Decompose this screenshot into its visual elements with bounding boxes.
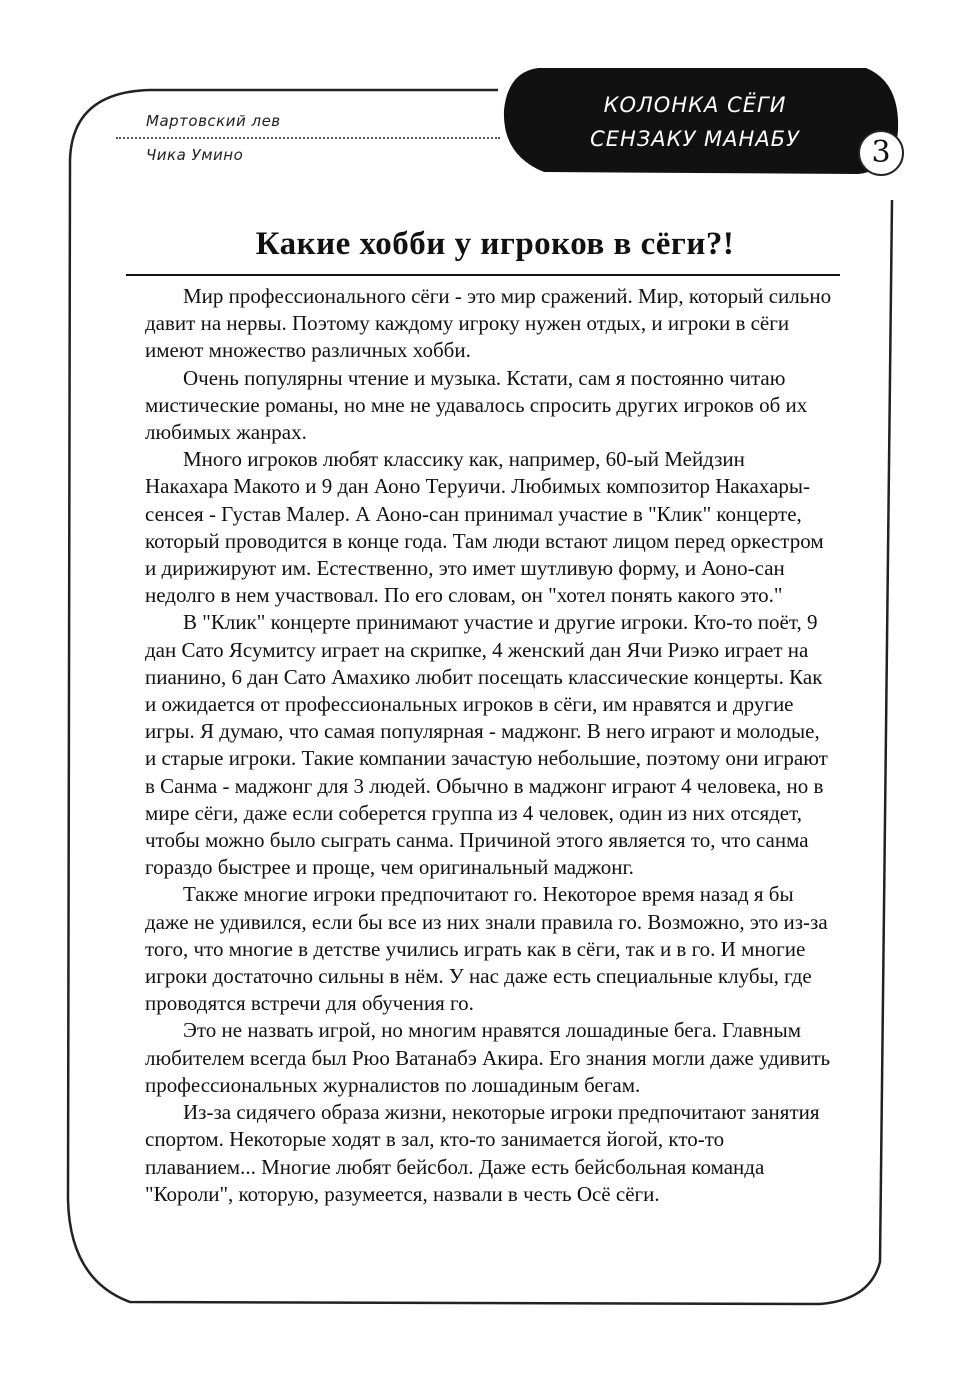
paragraph: Много игроков любят классику как, например, 60-ый Мейдзин Накахара Макото и 9 дан Аоно Теруичи. Любимых композитор Накахары-сенсея - Густав Малер. А Аоно-сан принимал участие в "Клик" концерте, который проводится в конце года. Там люди встают лицом перед оркестром и дирижируют им. Естественно, это имет шутливую форму, и Аоно-сан недолго в нем участвовал. По его словам, он "хотел понять какого это.": [145, 447, 824, 608]
title-underline: [126, 274, 840, 276]
series-credit: Мартовский лев: [146, 112, 281, 130]
paragraph: В "Клик" концерте принимают участие и другие игроки. Кто-то поёт, 9 дан Сато Ясумитсу играет на скрипке, 4 женский дан Ячи Риэко играет на пианино, 6 дан Сато Амахико любит посещать классические концерты. Как и ожидается от профессиональных игроков в сёги, им нравятся и другие игры. Я думаю, что самая популярная - маджонг. В него играют и молодые, и старые игроки. Такие компании зачастую небольшие, поэтому они играют в Санма - маджонг для 3 людей. Обычно в маджонг играют 4 человека, но в мире сёги, даже если соберется группа из 4 человек, один из них отсядет, чтобы можно было сыграть санма. Причиной этого является то, что санма гораздо быстрее и проще, чем оригинальный маджонг.: [145, 610, 828, 880]
article-title: Какие хобби у игроков в сёги?!: [255, 226, 735, 262]
author-credit: Чика Умино: [146, 146, 244, 164]
article-body: [145, 283, 833, 1208]
credit-divider: [116, 137, 500, 139]
paragraph: Это не назвать игрой, но многим нравятся лошадиные бега. Главным любителем всегда был Рюо Ватанабэ Акира. Его знания могли даже удивить профессиональных журналистов по лошадиным бегам.: [145, 1018, 831, 1097]
column-title-line1: КОЛОНКА СЁГИ: [603, 93, 787, 117]
paragraph: Из-за сидячего образа жизни, некоторые игроки предпочитают занятия спортом. Некоторые ходят в зал, кто-то занимается йогой, кто-то плаванием... Многие любят бейсбол. Даже есть бейсбольная команда "Короли", которую, разумеется, назвали в честь Осё сёги.: [145, 1100, 820, 1206]
paragraph: Мир профессионального сёги - это мир сражений. Мир, который сильно давит на нервы. Поэтому каждому игроку нужен отдых, и игроки в сёги имеют множество различных хобби.: [145, 284, 832, 363]
column-title: [560, 88, 830, 156]
page-number: 3: [858, 130, 904, 176]
column-title-line2: СЕНЗАКУ МАНАБУ: [590, 127, 800, 151]
paragraph: Также многие игроки предпочитают го. Некоторое время назад я бы даже не удивился, если бы все из них знали правила го. Возможно, это из-за того, что многие в детстве учились играть как в сёги, так и в го. И многие игроки достаточно сильны в нём. У нас даже есть специальные клубы, где проводятся встречи для обучения го.: [145, 882, 828, 1016]
paragraph: Очень популярны чтение и музыка. Кстати, сам я постоянно читаю мистические романы, но мне не удавалось спросить других игроков об их любимых жанрах.: [145, 365, 808, 445]
